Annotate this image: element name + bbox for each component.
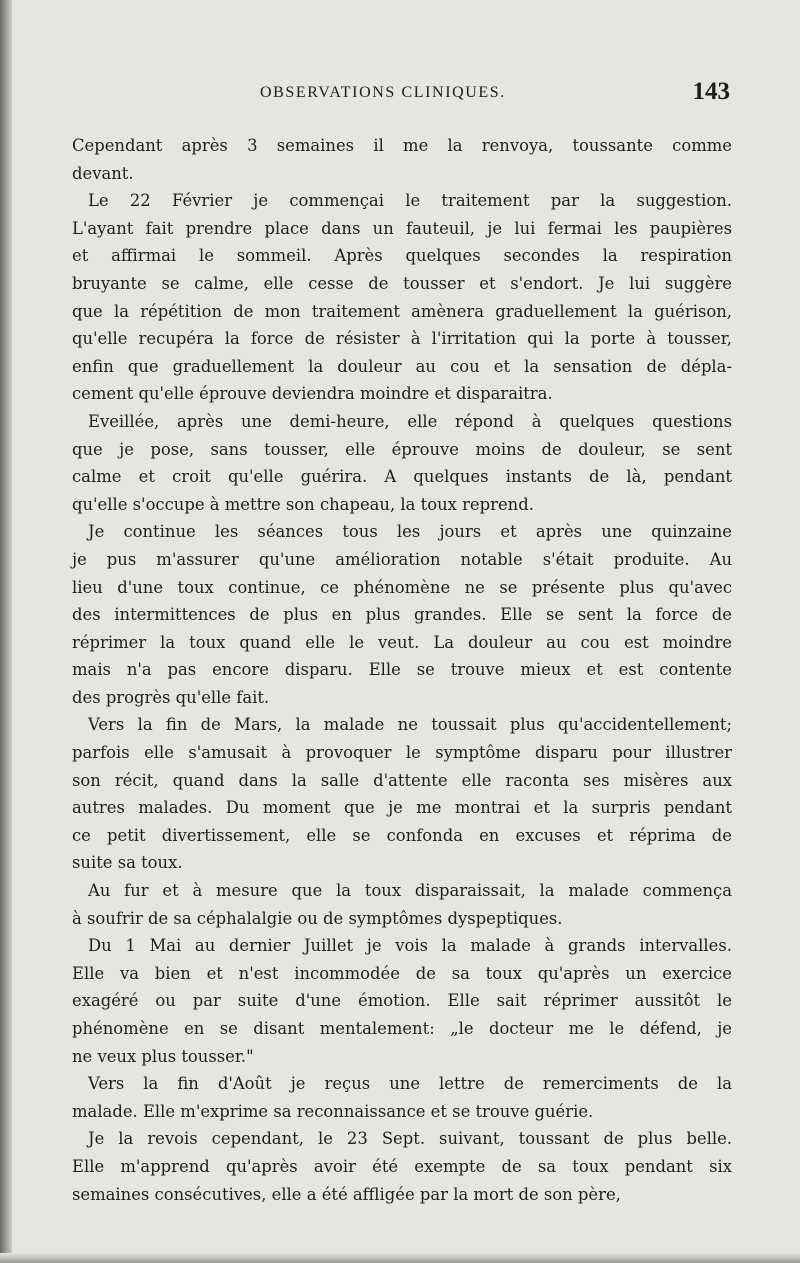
text-line: à soufrir de sa céphalalgie ou de symptômes dyspeptiques. (72, 908, 563, 928)
text-line: et affirmai le sommeil. Après quelques secondes la respiration (72, 246, 732, 266)
text-line: Au fur et à mesure que la toux disparaissait, la malade commença (88, 881, 732, 901)
text-line: suite sa toux. (72, 853, 183, 873)
text-line: semaines consécutives, elle a été affligée par la mort de son père, (72, 1184, 621, 1204)
text-line: enfin que graduellement la douleur au cou et la sensation de dépla- (72, 356, 732, 376)
text-line: réprimer la toux quand elle le veut. La douleur au cou est moindre (72, 632, 732, 652)
text-line: calme et croit qu'elle guérira. A quelques instants de là, pendant (72, 467, 732, 487)
text-line: Vers la fin de Mars, la malade ne toussait plus qu'accidentellement; (88, 715, 732, 735)
paragraph (72, 187, 732, 408)
text-line: je pus m'assurer qu'une amélioration notable s'était produite. Au (72, 549, 732, 569)
text-line: Elle va bien et n'est incommodée de sa toux qu'après un exercice (72, 963, 732, 983)
text-line: qu'elle s'occupe à mettre son chapeau, la toux reprend. (72, 494, 534, 514)
text-line: qu'elle recupéra la force de résister à l'irritation qui la porte à tousser, (72, 329, 732, 349)
text-line: mais n'a pas encore disparu. Elle se trouve mieux et est contente (72, 660, 732, 680)
text-line: Eveillée, après une demi-heure, elle répond à quelques questions (88, 411, 732, 431)
text-line: Elle m'apprend qu'après avoir été exempte de sa toux pendant six (72, 1156, 732, 1176)
text-line: exagéré ou par suite d'une émotion. Elle sait réprimer aussitôt le (72, 991, 732, 1011)
text-line: Je la revois cependant, le 23 Sept. suivant, toussant de plus belle. (88, 1129, 732, 1149)
page-bottom-shadow (0, 1253, 800, 1263)
page-body-text (72, 132, 732, 1208)
text-line: Je continue les séances tous les jours et après une quinzaine (88, 522, 732, 542)
text-line: L'ayant fait prendre place dans un fauteuil, je lui fermai les paupières (72, 218, 732, 238)
text-line: son récit, quand dans la salle d'attente elle raconta ses misères aux (72, 770, 732, 790)
page-number: 143 (692, 78, 730, 105)
text-line: lieu d'une toux continue, ce phénomène ne se présente plus qu'avec (72, 577, 732, 597)
text-line: Du 1 Mai au dernier Juillet je vois la malade à grands intervalles. (88, 936, 732, 956)
text-line: des progrès qu'elle fait. (72, 687, 270, 707)
text-line: que je pose, sans tousser, elle éprouve moins de douleur, se sent (72, 439, 732, 459)
paragraph (72, 1125, 732, 1208)
running-title: OBSERVATIONS CLINIQUES. (260, 84, 506, 101)
text-line: bruyante se calme, elle cesse de tousser et s'endort. Je lui suggère (72, 273, 732, 293)
page-header (70, 78, 730, 114)
paragraph (72, 408, 732, 518)
paragraph (72, 518, 732, 711)
paragraph (72, 932, 732, 1070)
text-line: cement qu'elle éprouve deviendra moindre et disparaitra. (72, 384, 553, 404)
text-line: malade. Elle m'exprime sa reconnaissance et se trouve guérie. (72, 1101, 594, 1121)
text-line: devant. (72, 163, 134, 183)
text-line: Cependant après 3 semaines il me la renvoya, toussante comme (72, 136, 732, 155)
text-line: phénomène en se disant mentalement: „le docteur me le défend, je (72, 1019, 732, 1038)
text-line: que la répétition de mon traitement amènera graduellement la guérison, (72, 301, 732, 321)
page-binding-shadow (0, 0, 12, 1263)
text-line: Vers la fin d'Août je reçus une lettre de remerciments de la (88, 1074, 732, 1094)
text-line: ne veux plus tousser." (72, 1046, 254, 1066)
paragraph (72, 877, 732, 932)
paragraph (72, 1070, 732, 1125)
paragraph (72, 132, 732, 187)
text-line: autres malades. Du moment que je me montrai et la surpris pendant (72, 798, 732, 818)
text-line: Le 22 Février je commençai le traitement par la suggestion. (88, 191, 732, 211)
text-line: des intermittences de plus en plus grandes. Elle se sent la force de (72, 605, 732, 625)
text-line: ce petit divertissement, elle se confonda en excuses et réprima de (72, 825, 732, 845)
paragraph (72, 711, 732, 877)
text-line: parfois elle s'amusait à provoquer le symptôme disparu pour illustrer (72, 743, 732, 763)
